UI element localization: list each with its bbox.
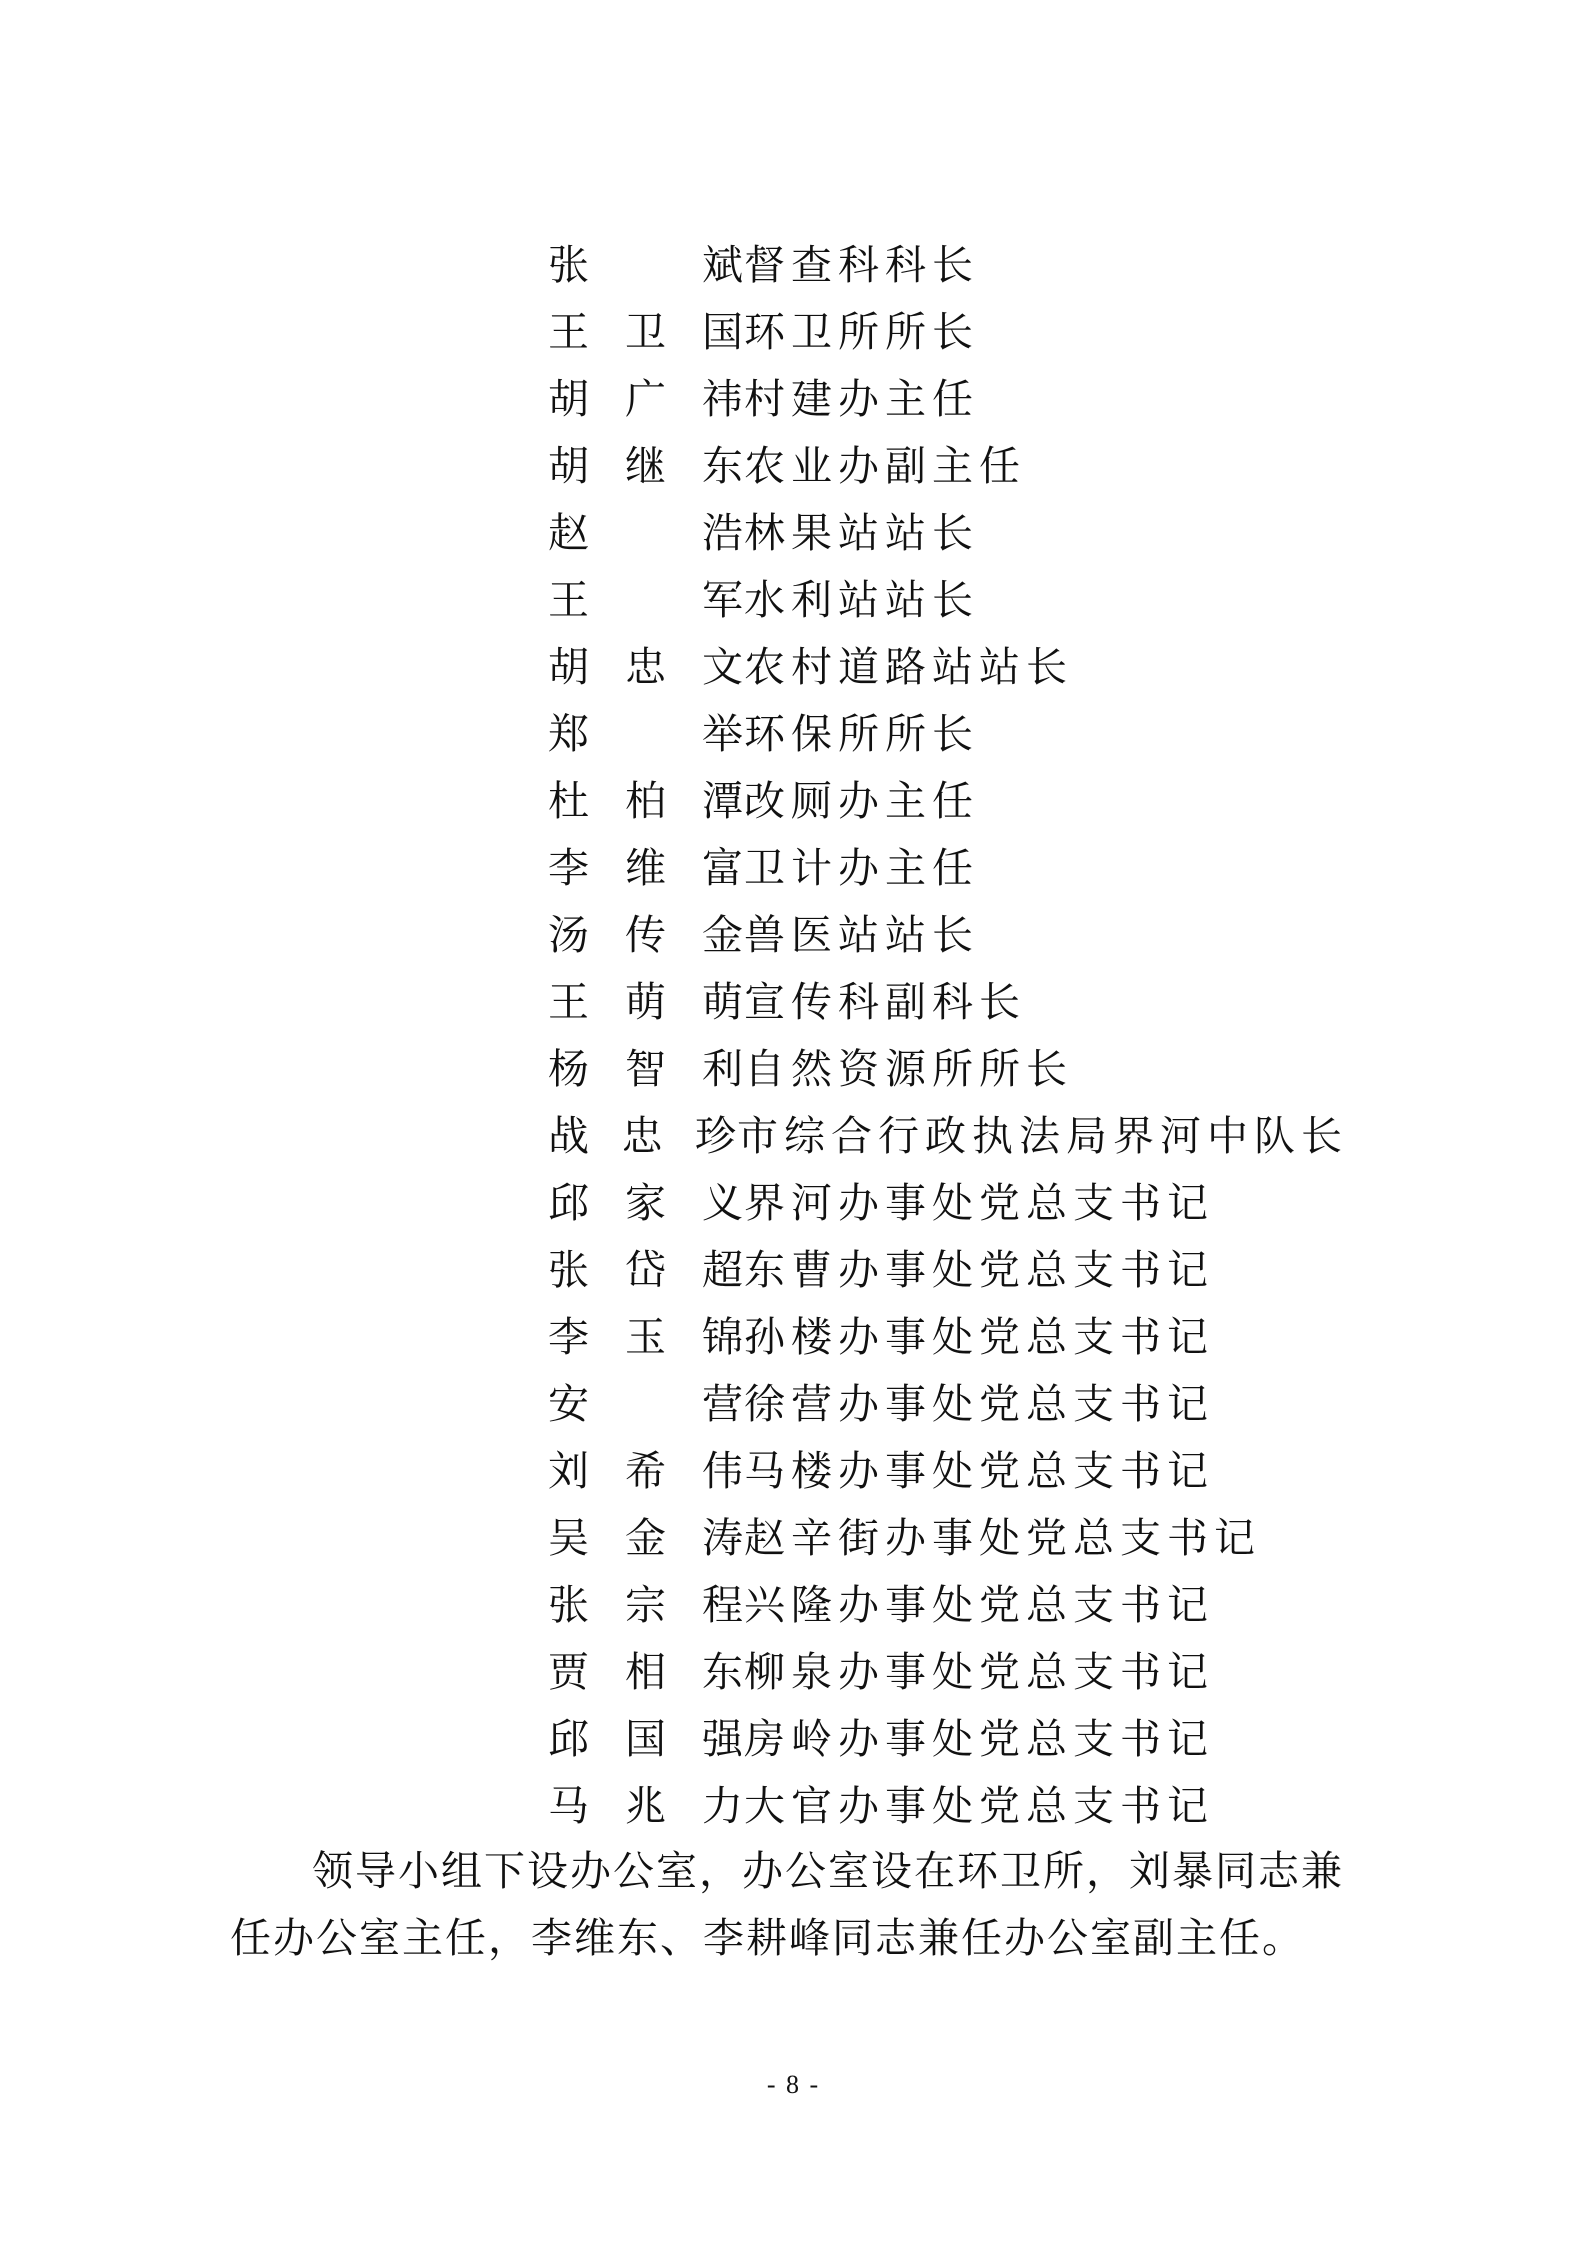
member-name: 邱家义 <box>548 1179 744 1227</box>
member-row <box>548 433 1348 500</box>
page-number: - 8 - <box>766 2070 821 2099</box>
member-title: 环卫所所长 <box>744 308 979 356</box>
member-title: 市综合行政执法局界河中队长 <box>737 1112 1348 1160</box>
member-list <box>548 232 1348 1840</box>
member-row <box>548 1371 1348 1438</box>
paragraph-line-2: 任办公室主任，李维东、李耕峰同志兼任办公室副主任。 <box>230 1914 1305 1962</box>
member-row <box>548 232 1348 299</box>
member-title: 孙楼办事处党总支书记 <box>744 1313 1214 1361</box>
member-title: 环保所所长 <box>744 710 979 758</box>
member-row <box>548 500 1348 567</box>
member-name: 胡继东 <box>548 442 744 490</box>
member-row <box>548 1773 1348 1840</box>
member-name: 张宗程 <box>548 1581 744 1629</box>
member-title: 改厕办主任 <box>744 777 979 825</box>
member-title: 东曹办事处党总支书记 <box>744 1246 1214 1294</box>
member-name: 杨智利 <box>548 1045 744 1093</box>
member-row <box>548 701 1348 768</box>
member-name: 王萌萌 <box>548 978 744 1026</box>
member-name: 汤传金 <box>548 911 744 959</box>
member-row <box>548 1572 1348 1639</box>
member-name: 胡广祎 <box>548 375 744 423</box>
member-row <box>548 567 1348 634</box>
member-row <box>548 835 1348 902</box>
member-name: 郑 举 <box>548 710 744 758</box>
office-paragraph <box>230 1838 1360 1972</box>
member-title: 宣传科副科长 <box>744 978 1026 1026</box>
member-row <box>548 1036 1348 1103</box>
member-row <box>548 969 1348 1036</box>
member-title: 卫计办主任 <box>744 844 979 892</box>
paragraph-line-1: 领导小组下设办公室，办公室设在环卫所，刘暴同志兼 <box>312 1847 1344 1895</box>
member-name: 王卫国 <box>548 308 744 356</box>
member-name: 战忠珍 <box>548 1112 737 1160</box>
member-title: 大官办事处党总支书记 <box>744 1782 1214 1830</box>
member-name: 马兆力 <box>548 1782 744 1830</box>
member-name: 杜柏潭 <box>548 777 744 825</box>
member-row <box>548 1706 1348 1773</box>
member-title: 村建办主任 <box>744 375 979 423</box>
member-name: 王 军 <box>548 576 744 624</box>
member-title: 林果站站长 <box>744 509 979 557</box>
member-row <box>548 1438 1348 1505</box>
member-name: 李玉锦 <box>548 1313 744 1361</box>
member-row <box>548 1103 1348 1170</box>
member-title: 柳泉办事处党总支书记 <box>744 1648 1214 1696</box>
member-name: 胡忠文 <box>548 643 744 691</box>
member-name: 赵 浩 <box>548 509 744 557</box>
member-name: 李维富 <box>548 844 744 892</box>
member-row <box>548 1639 1348 1706</box>
member-title: 兴隆办事处党总支书记 <box>744 1581 1214 1629</box>
member-title: 马楼办事处党总支书记 <box>744 1447 1214 1495</box>
member-name: 刘希伟 <box>548 1447 744 1495</box>
member-title: 自然资源所所长 <box>744 1045 1073 1093</box>
member-title: 水利站站长 <box>744 576 979 624</box>
member-name: 吴金涛 <box>548 1514 744 1562</box>
member-row <box>548 299 1348 366</box>
member-title: 界河办事处党总支书记 <box>744 1179 1214 1227</box>
member-row <box>548 366 1348 433</box>
member-name: 张岱超 <box>548 1246 744 1294</box>
member-row <box>548 634 1348 701</box>
member-title: 赵辛街办事处党总支书记 <box>744 1514 1261 1562</box>
member-title: 农村道路站站长 <box>744 643 1073 691</box>
member-title: 农业办副主任 <box>744 442 1026 490</box>
member-row <box>548 1505 1348 1572</box>
member-row <box>548 1304 1348 1371</box>
member-row <box>548 1170 1348 1237</box>
member-name: 安 营 <box>548 1380 744 1428</box>
member-title: 徐营办事处党总支书记 <box>744 1380 1214 1428</box>
member-title: 房岭办事处党总支书记 <box>744 1715 1214 1763</box>
member-row <box>548 902 1348 969</box>
member-name: 张 斌 <box>548 241 744 289</box>
member-title: 兽医站站长 <box>744 911 979 959</box>
member-row <box>548 768 1348 835</box>
member-row <box>548 1237 1348 1304</box>
member-name: 贾相东 <box>548 1648 744 1696</box>
member-title: 督查科科长 <box>744 241 979 289</box>
member-name: 邱国强 <box>548 1715 744 1763</box>
